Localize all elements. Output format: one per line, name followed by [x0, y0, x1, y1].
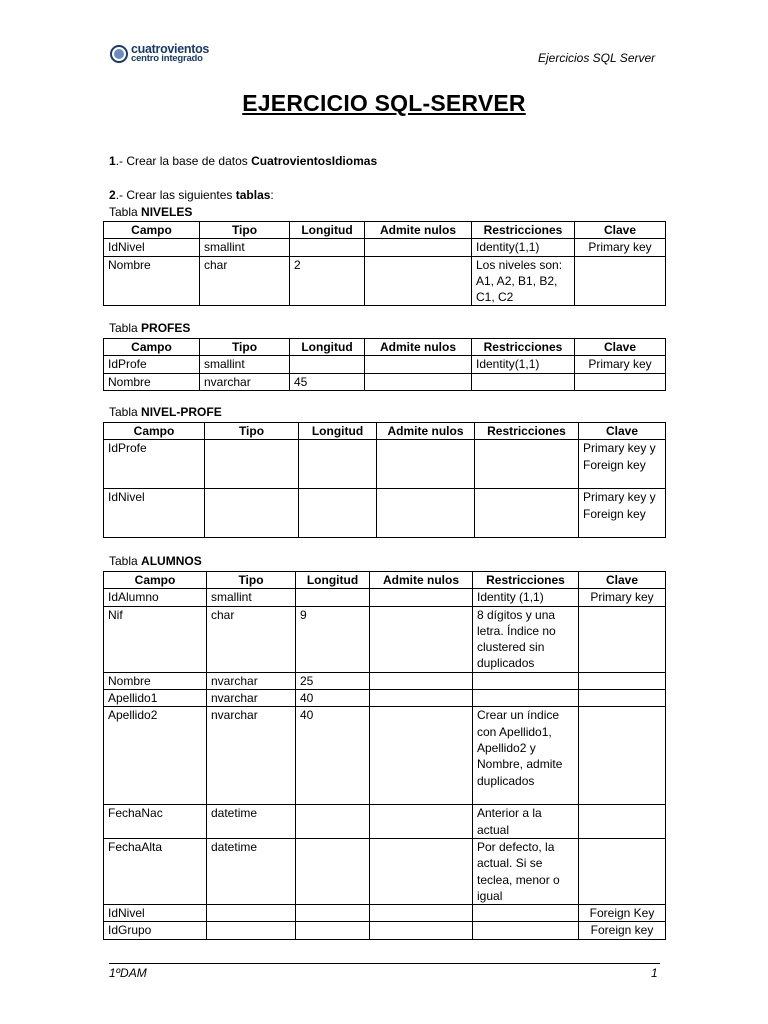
table-cell: Identity (1,1)	[473, 589, 579, 606]
table-cell	[370, 838, 473, 904]
table-cell: Primary key	[575, 356, 666, 373]
table-cell	[207, 922, 296, 939]
table-row	[104, 256, 666, 306]
table-cell	[296, 805, 370, 839]
column-header: Restricciones	[472, 339, 575, 356]
table-cell	[370, 707, 473, 805]
table-cell: char	[207, 606, 296, 672]
column-header: Restricciones	[475, 423, 579, 440]
table-cell: IdNivel	[104, 239, 200, 256]
table-cell: smallint	[200, 239, 290, 256]
footer-divider	[109, 963, 660, 964]
table-cell	[370, 922, 473, 939]
table-cell: 40	[296, 707, 370, 805]
column-header: Longitud	[290, 222, 365, 239]
table-cell	[370, 589, 473, 606]
table-row	[104, 922, 666, 939]
table-cell	[299, 440, 377, 489]
table-row	[104, 905, 666, 922]
column-header: Clave	[579, 423, 666, 440]
table-cell	[296, 838, 370, 904]
table-title-niveles: Tabla NIVELES	[109, 205, 193, 219]
logo-icon	[110, 45, 128, 63]
table-cell	[296, 922, 370, 939]
table-cell: Nombre	[104, 256, 200, 306]
table-row	[104, 838, 666, 904]
table-cell	[575, 256, 666, 306]
table-cell	[579, 606, 666, 672]
table-cell	[473, 922, 579, 939]
table-cell	[579, 690, 666, 707]
column-header: Campo	[104, 339, 200, 356]
table-cell: Primary key	[575, 239, 666, 256]
header-title: Ejercicios SQL Server	[538, 51, 656, 65]
table-cell	[370, 905, 473, 922]
table-title-alumnos: Tabla ALUMNOS	[109, 554, 202, 568]
table-cell: FechaAlta	[104, 838, 207, 904]
table-row	[104, 489, 666, 538]
table-niveles	[103, 221, 666, 306]
table-cell: 40	[296, 690, 370, 707]
column-header: Tipo	[205, 423, 299, 440]
table-cell	[475, 489, 579, 538]
table-cell: 9	[296, 606, 370, 672]
column-header: Campo	[104, 222, 200, 239]
table-cell: Nombre	[104, 672, 207, 689]
table-cell: Por defecto, la actual. Si se teclea, menor o igual	[473, 838, 579, 904]
table-cell: smallint	[200, 356, 290, 373]
table-cell	[365, 256, 472, 306]
table-row	[104, 373, 666, 390]
table-row	[104, 690, 666, 707]
table-cell: datetime	[207, 838, 296, 904]
column-header: Admite nulos	[370, 572, 473, 589]
table-profes	[103, 338, 666, 391]
table-cell: Identity(1,1)	[472, 239, 575, 256]
column-header: Clave	[575, 339, 666, 356]
table-cell	[473, 672, 579, 689]
logo	[110, 44, 209, 64]
table-cell: Primary key	[579, 589, 666, 606]
table-cell	[472, 373, 575, 390]
table-cell: datetime	[207, 805, 296, 839]
table-row	[104, 239, 666, 256]
column-header: Longitud	[299, 423, 377, 440]
table-cell	[473, 690, 579, 707]
page-number: 1	[651, 966, 658, 980]
table-cell: Foreign Key	[579, 905, 666, 922]
table-cell	[290, 239, 365, 256]
step-2: 2.- Crear las siguientes tablas:	[109, 188, 274, 202]
column-header: Longitud	[290, 339, 365, 356]
table-cell	[579, 707, 666, 805]
column-header: Campo	[104, 572, 207, 589]
table-cell: Nif	[104, 606, 207, 672]
table-cell	[365, 356, 472, 373]
column-header: Tipo	[207, 572, 296, 589]
table-cell	[296, 589, 370, 606]
column-header: Tipo	[200, 222, 290, 239]
table-nivel-profe	[103, 422, 666, 538]
step-1: 1.- Crear la base de datos CuatrovientosIdiomas	[109, 154, 378, 168]
table-cell	[579, 838, 666, 904]
table-cell	[365, 239, 472, 256]
table-cell	[365, 373, 472, 390]
table-cell: 8 dígitos y una letra. Índice no clustered sin duplicados	[473, 606, 579, 672]
table-cell: nvarchar	[207, 690, 296, 707]
table-title-nivel-profe: Tabla NIVEL-PROFE	[109, 405, 222, 419]
table-cell	[205, 440, 299, 489]
table-row	[104, 589, 666, 606]
table-cell: IdProfe	[104, 356, 200, 373]
table-cell: Primary key y Foreign key	[579, 440, 666, 489]
table-cell	[207, 905, 296, 922]
table-cell: Crear un índice con Apellido1, Apellido2 y Nombre, admite duplicados	[473, 707, 579, 805]
column-header: Longitud	[296, 572, 370, 589]
table-row	[104, 440, 666, 489]
table-cell: IdProfe	[104, 440, 205, 489]
column-header: Restricciones	[472, 222, 575, 239]
table-row	[104, 707, 666, 805]
page-title: EJERCICIO SQL-SERVER	[242, 90, 526, 116]
table-cell: IdAlumno	[104, 589, 207, 606]
table-cell: Anterior a la actual	[473, 805, 579, 839]
table-cell	[475, 440, 579, 489]
table-cell	[579, 672, 666, 689]
logo-subtitle: centro integrado	[131, 53, 203, 64]
table-cell: IdNivel	[104, 489, 205, 538]
table-row	[104, 356, 666, 373]
column-header: Admite nulos	[365, 339, 472, 356]
table-cell: 25	[296, 672, 370, 689]
column-header: Campo	[104, 423, 205, 440]
table-cell	[290, 356, 365, 373]
table-cell	[370, 690, 473, 707]
column-header: Clave	[575, 222, 666, 239]
table-cell	[205, 489, 299, 538]
footer-course: 1ºDAM	[109, 966, 147, 980]
table-row	[104, 805, 666, 839]
table-cell: Apellido1	[104, 690, 207, 707]
table-alumnos	[103, 571, 666, 940]
column-header: Clave	[579, 572, 666, 589]
column-header: Admite nulos	[377, 423, 475, 440]
table-cell	[370, 672, 473, 689]
table-cell: Identity(1,1)	[472, 356, 575, 373]
column-header: Admite nulos	[365, 222, 472, 239]
table-title-profes: Tabla PROFES	[109, 321, 191, 335]
table-cell: nvarchar	[207, 707, 296, 805]
table-cell: nvarchar	[207, 672, 296, 689]
table-cell: 45	[290, 373, 365, 390]
table-cell	[299, 489, 377, 538]
table-row	[104, 606, 666, 672]
table-cell: smallint	[207, 589, 296, 606]
table-cell: 2	[290, 256, 365, 306]
table-cell: IdNivel	[104, 905, 207, 922]
table-cell	[579, 805, 666, 839]
table-cell	[370, 805, 473, 839]
table-cell	[575, 373, 666, 390]
logo-name: cuatrovientos	[131, 42, 210, 56]
table-cell	[370, 606, 473, 672]
table-cell: nvarchar	[200, 373, 290, 390]
table-row	[104, 672, 666, 689]
table-cell	[377, 440, 475, 489]
table-cell: Los niveles son: A1, A2, B1, B2, C1, C2	[472, 256, 575, 306]
table-cell	[296, 905, 370, 922]
table-cell: Primary key y Foreign key	[579, 489, 666, 538]
table-cell: FechaNac	[104, 805, 207, 839]
table-cell: IdGrupo	[104, 922, 207, 939]
column-header: Restricciones	[473, 572, 579, 589]
table-cell: Foreign key	[579, 922, 666, 939]
column-header: Tipo	[200, 339, 290, 356]
table-cell	[473, 905, 579, 922]
table-cell: Nombre	[104, 373, 200, 390]
table-cell: Apellido2	[104, 707, 207, 805]
table-cell: char	[200, 256, 290, 306]
table-cell	[377, 489, 475, 538]
